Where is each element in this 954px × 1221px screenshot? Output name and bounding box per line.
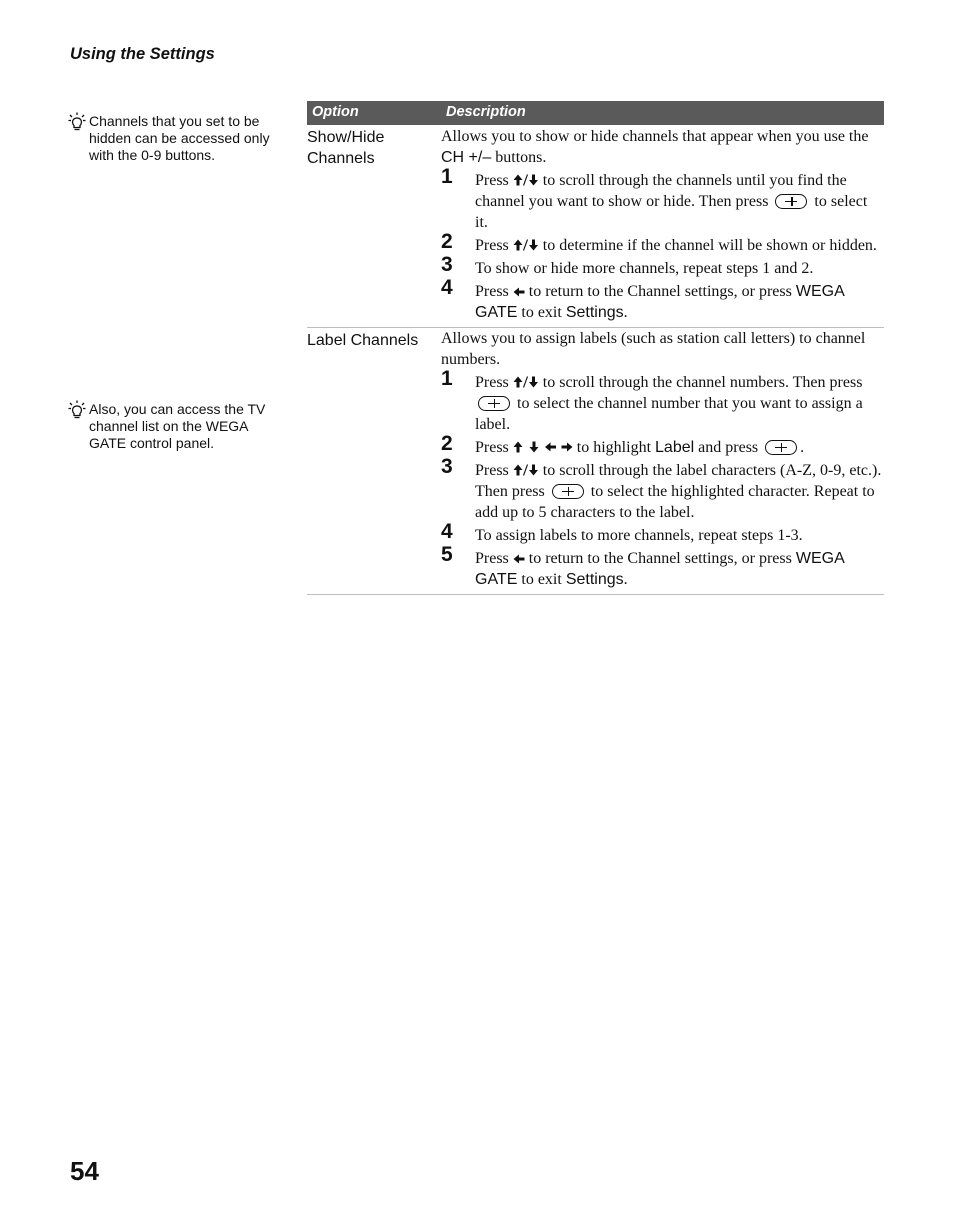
four-direction-arrows-icon bbox=[513, 441, 573, 453]
step-text: to exit bbox=[517, 571, 566, 588]
option-description bbox=[441, 328, 884, 594]
step-number: 1 bbox=[441, 165, 453, 188]
option-description bbox=[441, 125, 884, 327]
table-row bbox=[307, 125, 884, 328]
tip-text: Also, you can access the TV channel list on the WEGA GATE control panel. bbox=[89, 401, 266, 451]
option-name: Show/Hide Channels bbox=[307, 129, 385, 167]
step-text: to select it. bbox=[475, 193, 868, 231]
column-header-description: Description bbox=[446, 104, 526, 120]
settings-label: Settings bbox=[565, 571, 624, 588]
settings-label: Settings bbox=[565, 304, 624, 321]
step-text: to select the channel number that you want to assign a label. bbox=[475, 395, 863, 433]
step bbox=[441, 165, 884, 233]
lightbulb-tip-icon bbox=[68, 112, 86, 132]
step bbox=[441, 432, 884, 458]
up-down-arrow-icon bbox=[513, 376, 539, 388]
option-name: Label Channels bbox=[307, 332, 419, 349]
wega-gate-button-label: WEGA GATE bbox=[475, 283, 844, 321]
lightbulb-tip-icon bbox=[68, 400, 86, 420]
step-text: to scroll through the channels until you find the channel you want to show or hide. Then press bbox=[475, 172, 847, 210]
step bbox=[441, 455, 884, 523]
step-text: Press bbox=[475, 172, 513, 189]
wega-gate-button-label: WEGA GATE bbox=[475, 550, 844, 588]
step-text: to exit bbox=[517, 304, 566, 321]
step bbox=[441, 276, 884, 323]
intro-text: Allows you to show or hide channels that appear when you use the bbox=[441, 128, 869, 145]
step-text: to determine if the channel will be shown or hidden. bbox=[538, 237, 877, 254]
step bbox=[441, 520, 884, 546]
table-row bbox=[307, 328, 884, 595]
up-down-arrow-icon bbox=[513, 239, 539, 251]
intro-text: Allows you to assign labels (such as station call letters) to channel numbers. bbox=[441, 330, 866, 368]
step-text: . bbox=[623, 571, 628, 588]
step-text: Press bbox=[475, 550, 513, 567]
description-intro bbox=[441, 328, 884, 370]
step-number: 3 bbox=[441, 455, 453, 478]
step-text: and press bbox=[694, 439, 763, 456]
joystick-enter-button-icon bbox=[552, 484, 584, 499]
up-down-arrow-icon bbox=[513, 464, 539, 476]
step-text: . bbox=[623, 304, 628, 321]
step-text: Press bbox=[475, 374, 513, 391]
step-text: Press bbox=[475, 462, 513, 479]
description-intro bbox=[441, 126, 884, 168]
column-header-option: Option bbox=[312, 104, 359, 120]
intro-text: buttons. bbox=[491, 149, 547, 166]
step-number: 3 bbox=[441, 253, 453, 276]
step-number: 2 bbox=[441, 432, 453, 455]
step-text: to return to the Channel settings, or press bbox=[524, 550, 796, 567]
step bbox=[441, 367, 884, 435]
tip-note bbox=[68, 401, 278, 452]
step-text: . bbox=[800, 439, 805, 456]
step-text: To show or hide more channels, repeat steps 1 and 2. bbox=[475, 260, 814, 277]
step-number: 5 bbox=[441, 543, 453, 566]
step-text: to scroll through the channel numbers. Then press bbox=[538, 374, 863, 391]
up-down-arrow-icon bbox=[513, 174, 539, 186]
tip-note bbox=[68, 113, 278, 164]
step-number: 4 bbox=[441, 276, 453, 299]
step-number: 4 bbox=[441, 520, 453, 543]
step-number: 2 bbox=[441, 230, 453, 253]
step bbox=[441, 230, 884, 256]
page-number: 54 bbox=[70, 1156, 99, 1186]
label-menu-label: Label bbox=[655, 439, 695, 456]
ch-button-label: CH +/– bbox=[441, 149, 492, 166]
step-text: To assign labels to more channels, repeat steps 1-3. bbox=[475, 527, 803, 544]
settings-table bbox=[307, 101, 884, 595]
step-text: Press bbox=[475, 439, 513, 456]
left-arrow-icon bbox=[513, 554, 525, 564]
step-text: to scroll through the label characters (A-Z, 0-9, etc.). Then press bbox=[475, 462, 882, 500]
step-text: to return to the Channel settings, or press bbox=[524, 283, 796, 300]
tip-text: Channels that you set to be hidden can be accessed only with the 0-9 buttons. bbox=[89, 113, 270, 163]
step-number: 1 bbox=[441, 367, 453, 390]
step bbox=[441, 543, 884, 590]
left-arrow-icon bbox=[513, 287, 525, 297]
step bbox=[441, 253, 884, 279]
step-text: Press bbox=[475, 237, 513, 254]
joystick-enter-button-icon bbox=[775, 194, 807, 209]
joystick-enter-button-icon bbox=[765, 440, 797, 455]
step-text: Press bbox=[475, 283, 513, 300]
step-text: to select the highlighted character. Repeat to add up to 5 characters to the label. bbox=[475, 483, 875, 521]
step-text: to highlight bbox=[572, 439, 656, 456]
table-header bbox=[307, 101, 884, 125]
section-title: Using the Settings bbox=[70, 45, 215, 63]
joystick-enter-button-icon bbox=[478, 396, 510, 411]
